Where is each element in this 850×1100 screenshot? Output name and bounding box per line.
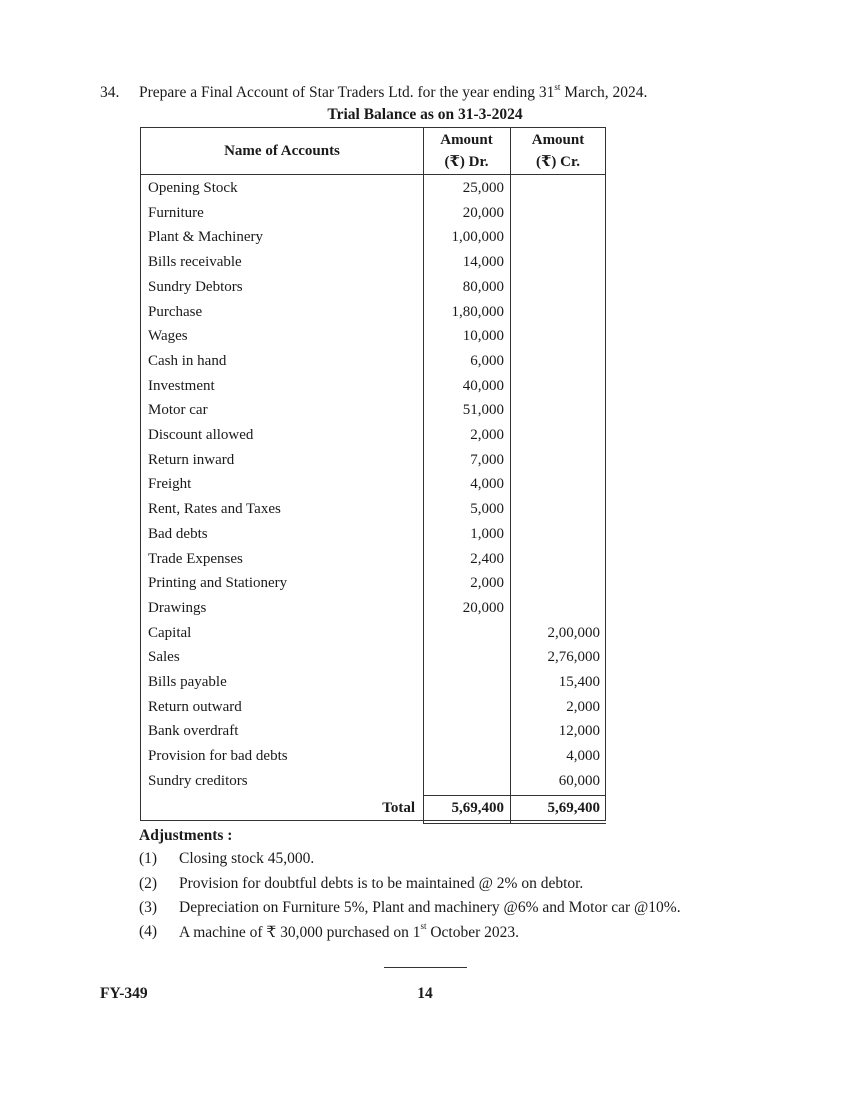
- trial-balance-table: [140, 127, 606, 821]
- table-row: [141, 497, 605, 522]
- cell-name: Return inward: [148, 451, 235, 468]
- cell-cr: 4,000: [566, 748, 600, 765]
- table-row: [141, 695, 605, 720]
- cell-name: Printing and Stationery: [148, 575, 288, 592]
- total-cr: 5,69,400: [547, 800, 600, 816]
- cell-name: Sundry Debtors: [148, 278, 243, 295]
- total-row: [141, 796, 605, 820]
- cell-dr: 2,000: [470, 575, 504, 592]
- table-row: [141, 225, 605, 250]
- cell-dr: 80,000: [462, 278, 504, 295]
- cell-name: Purchase: [148, 303, 203, 320]
- item-text: [179, 923, 519, 942]
- table-row: [141, 670, 605, 695]
- page-number: 14: [417, 985, 433, 1002]
- adjustments-title: Adjustments :: [139, 827, 233, 844]
- cell-dr: 2,000: [470, 427, 504, 443]
- header-cr-line2: (₹) Cr.: [535, 154, 581, 170]
- table-row: [141, 744, 605, 769]
- table-row: [141, 300, 605, 325]
- table-row: [141, 398, 605, 423]
- table-row: [141, 522, 605, 547]
- cell-name: Sales: [148, 649, 180, 666]
- item-text: Depreciation on Furniture 5%, Plant and machinery @6% and Motor car @10%.: [179, 899, 681, 916]
- table-row: [141, 423, 605, 448]
- cell-name: Return outward: [148, 698, 242, 715]
- question-number: 34.: [100, 84, 120, 101]
- cell-name: Bank overdraft: [148, 723, 239, 740]
- header-name-of-accounts: Name of Accounts: [224, 143, 340, 159]
- cell-cr: 2,00,000: [547, 624, 600, 641]
- cell-dr: 1,00,000: [451, 229, 504, 246]
- cell-dr: 7,000: [470, 451, 504, 468]
- cell-dr: 6,000: [470, 352, 504, 369]
- superscript: st: [420, 921, 427, 931]
- cell-dr: 20,000: [462, 204, 504, 221]
- question-text-main: Prepare a Final Account of Star Traders Ltd. for the year ending 31: [139, 84, 555, 101]
- item-text: Closing stock 45,000.: [179, 850, 315, 867]
- table-row: [141, 719, 605, 744]
- cell-cr: 60,000: [558, 772, 600, 789]
- cell-dr: 10,000: [462, 328, 504, 345]
- cell-cr: 2,76,000: [547, 649, 600, 666]
- cell-cr: 12,000: [558, 723, 600, 740]
- item-number: (1): [139, 850, 158, 867]
- cell-name: Opening Stock: [148, 180, 238, 196]
- table-row: [141, 324, 605, 349]
- item-text-end: October 2023.: [426, 924, 520, 941]
- table-row: [141, 769, 605, 794]
- question-text-end: March, 2024.: [560, 84, 648, 101]
- cell-dr: 20,000: [462, 599, 504, 616]
- cell-name: Freight: [148, 476, 192, 493]
- question-text: [139, 84, 647, 102]
- item-number: (3): [139, 899, 158, 916]
- table-row: [141, 201, 605, 226]
- table-row: [141, 275, 605, 300]
- table-row: [141, 645, 605, 670]
- table-row: [141, 596, 605, 621]
- table-row: [141, 571, 605, 596]
- cell-dr: 1,000: [470, 525, 504, 542]
- total-label: Total: [382, 800, 415, 816]
- header-divider: [141, 174, 605, 175]
- cell-name: Wages: [148, 328, 188, 345]
- paper-code: FY-349: [100, 985, 148, 1002]
- cell-cr: 15,400: [558, 674, 600, 690]
- cell-dr: 5,000: [470, 501, 504, 518]
- total-dr: 5,69,400: [451, 800, 504, 816]
- cell-dr: 2,400: [470, 550, 504, 567]
- item-number: (2): [139, 875, 158, 892]
- cell-name: Drawings: [148, 599, 207, 616]
- cell-dr: 40,000: [462, 377, 504, 394]
- cell-name: Discount allowed: [148, 427, 254, 443]
- header-cr-line1: Amount: [531, 132, 585, 148]
- cell-dr: 51,000: [462, 402, 504, 419]
- table-row: [141, 547, 605, 572]
- header-dr-line2: (₹) Dr.: [444, 154, 489, 170]
- header-dr-line1: Amount: [440, 132, 493, 148]
- table-row: [141, 374, 605, 399]
- header-amount-cr: [510, 129, 606, 173]
- trial-balance-title: Trial Balance as on 31-3-2024: [327, 106, 523, 123]
- cell-dr: 25,000: [462, 180, 504, 196]
- header-amount-dr: [423, 129, 510, 173]
- cell-name: Investment: [148, 377, 215, 394]
- cell-name: Provision for bad debts: [148, 748, 288, 765]
- cell-name: Rent, Rates and Taxes: [148, 501, 281, 518]
- superscript: st: [554, 82, 561, 92]
- cell-name: Capital: [148, 624, 192, 641]
- item-text-main: A machine of ₹ 30,000 purchased on 1: [179, 924, 421, 941]
- cell-name: Cash in hand: [148, 352, 227, 369]
- item-number: (4): [139, 923, 158, 940]
- table-row: [141, 250, 605, 275]
- cell-name: Bad debts: [148, 525, 208, 542]
- cell-name: Plant & Machinery: [148, 229, 263, 246]
- table-row: [141, 448, 605, 473]
- cell-name: Motor car: [148, 402, 208, 419]
- cell-name: Sundry creditors: [148, 772, 248, 789]
- cell-cr: 2,000: [566, 698, 600, 715]
- cell-dr: 14,000: [462, 254, 504, 271]
- table-row: [141, 176, 605, 201]
- cell-dr: 4,000: [470, 476, 504, 493]
- cell-name: Bills payable: [148, 674, 227, 690]
- table-row: [141, 472, 605, 497]
- cell-name: Trade Expenses: [148, 550, 243, 567]
- cell-name: Bills receivable: [148, 254, 242, 271]
- total-double-rule: [423, 823, 606, 824]
- cell-dr: 1,80,000: [451, 303, 504, 320]
- cell-name: Furniture: [148, 204, 204, 221]
- table-row: [141, 621, 605, 646]
- end-rule: [384, 967, 467, 968]
- item-text: Provision for doubtful debts is to be maintained @ 2% on debtor.: [179, 875, 584, 892]
- table-row: [141, 349, 605, 374]
